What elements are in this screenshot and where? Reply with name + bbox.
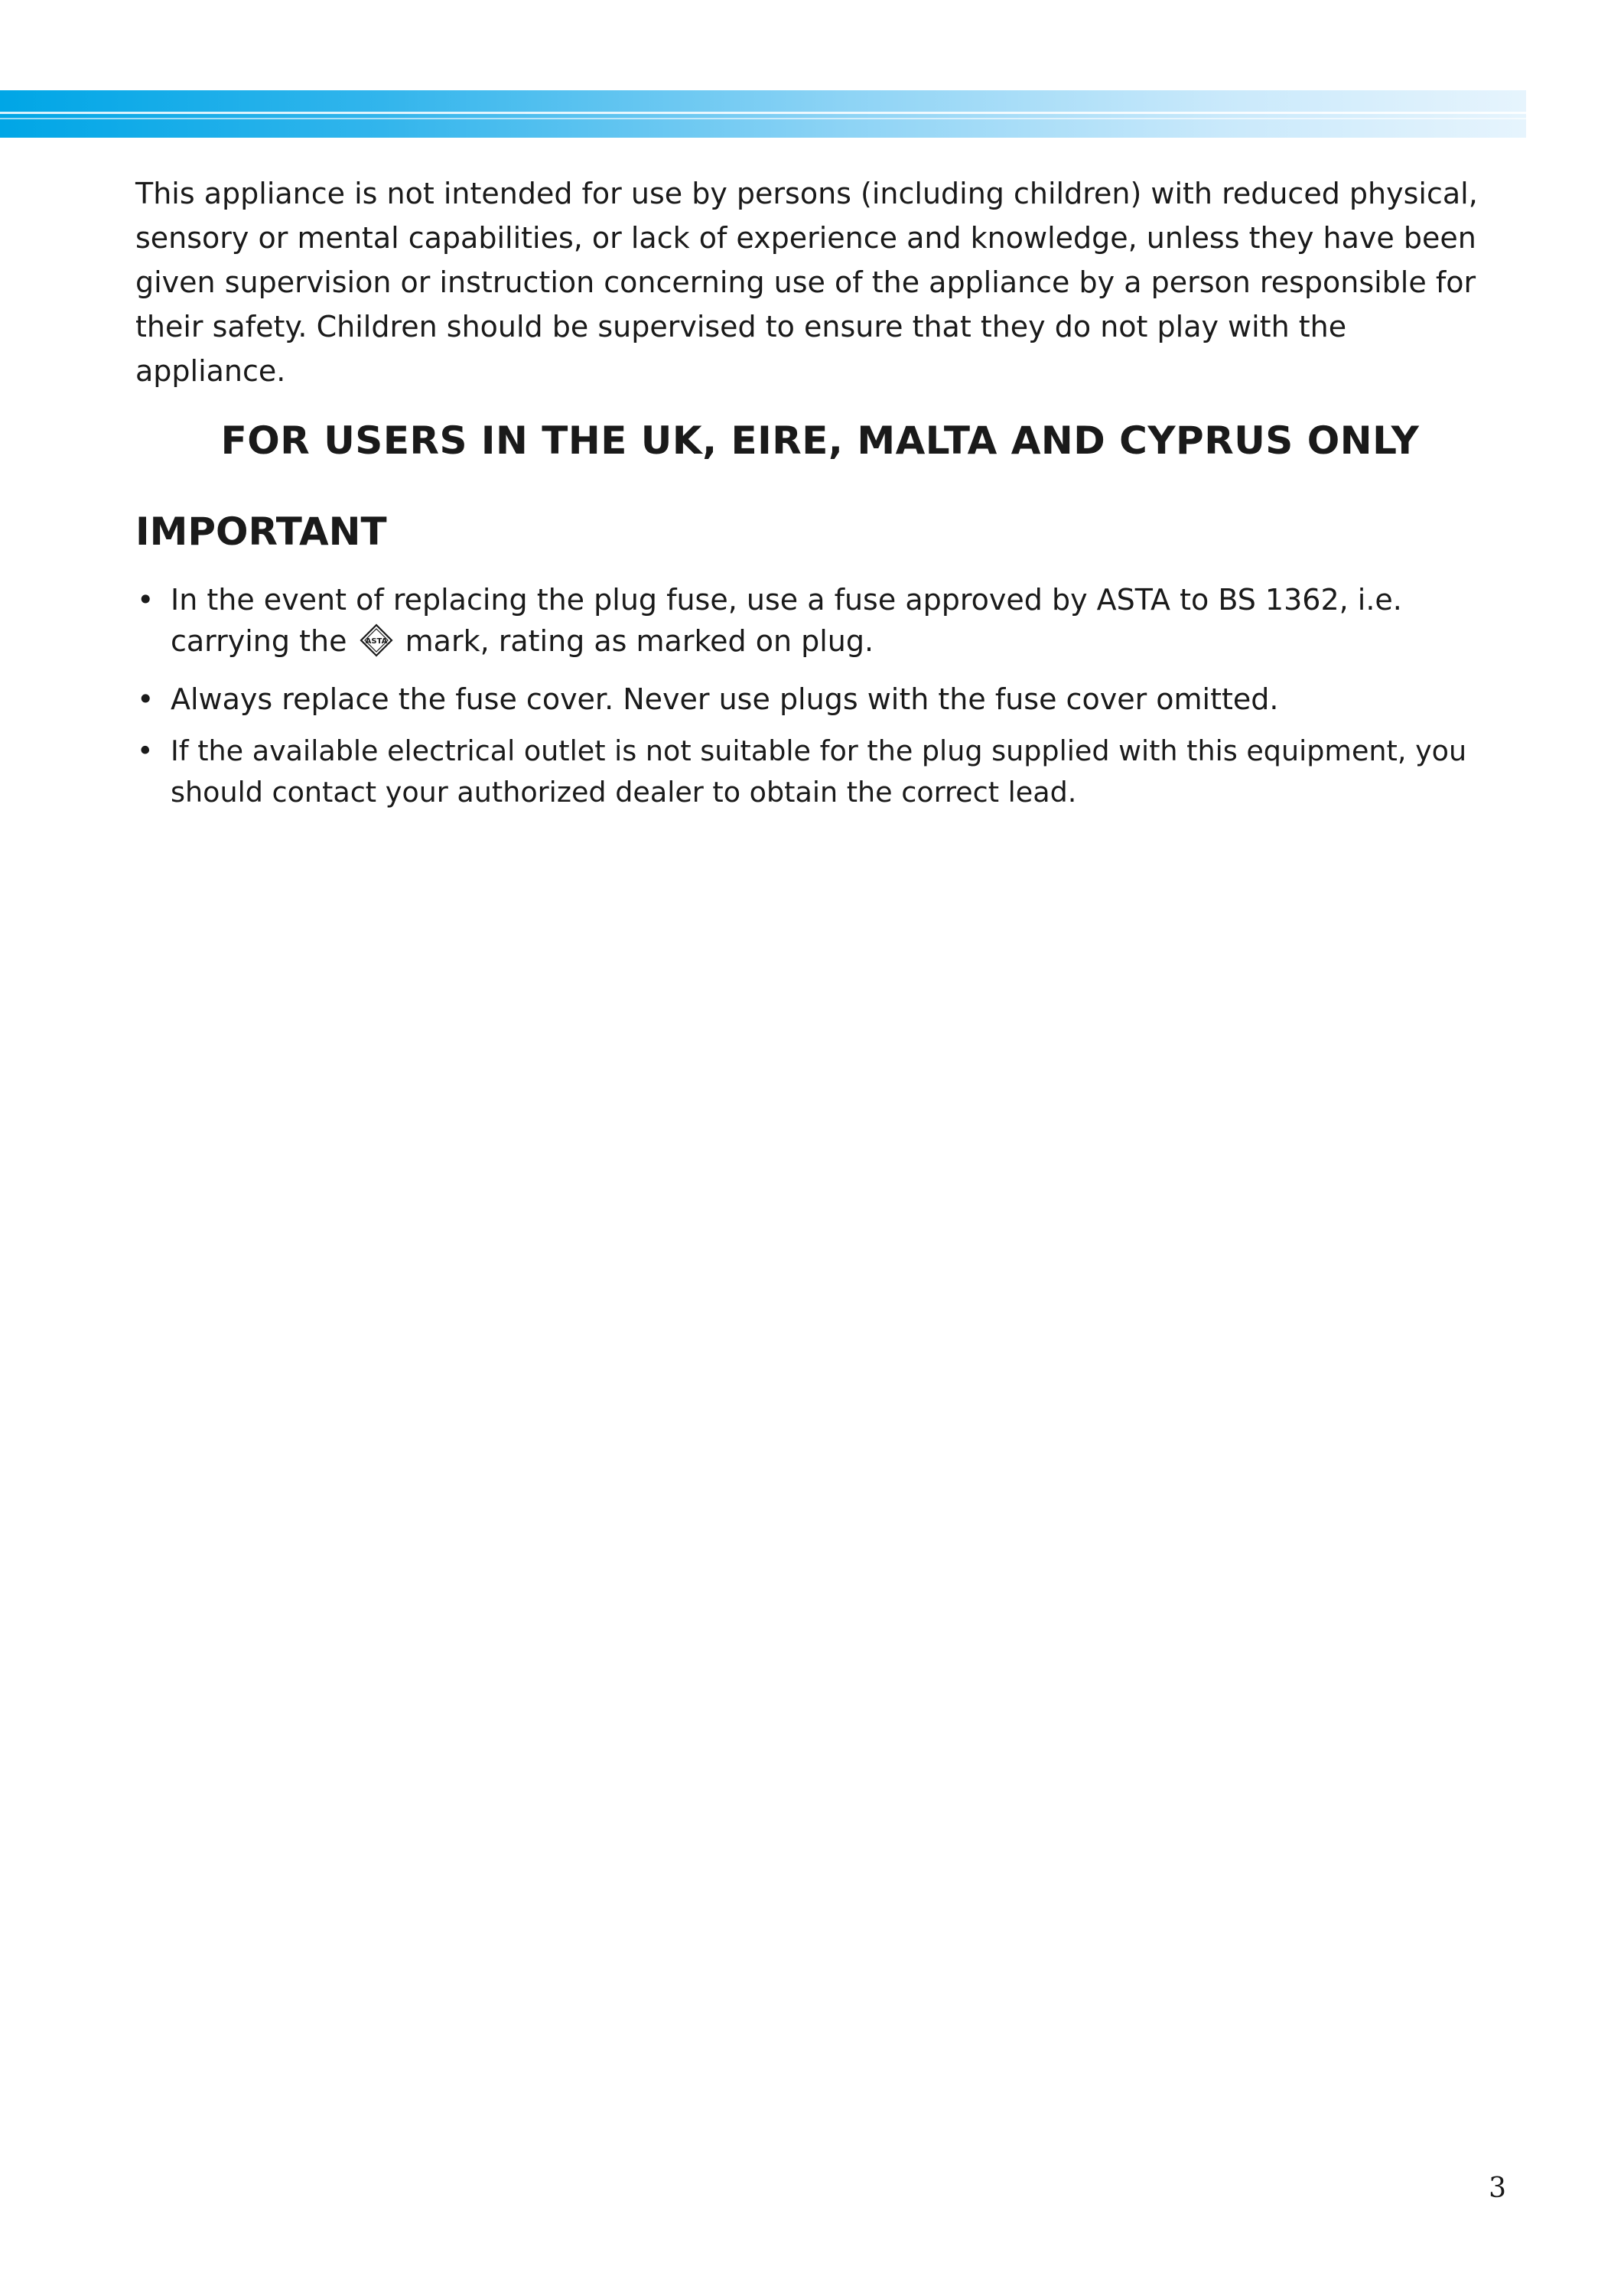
list-item-text: In the event of replacing the plug fuse, use a fuse approved by ASTA to BS 1362, i.e. carrying the (171, 583, 1402, 658)
list-item-text: Always replace the fuse cover. Never use plugs with the fuse cover omitted. (171, 682, 1279, 716)
header-band-line (0, 112, 1526, 114)
intro-paragraph: This appliance is not intended for use by persons (including children) with reduced physical, sensory or mental capabilities, or lack of experience and knowledge, unless they have been given supervision or instruction concerning use of the appliance by a person responsible for their safety. Children should be supervised to ensure that they do not play with the appliance. (135, 177, 1478, 388)
list-item (135, 731, 1505, 813)
header-band (0, 90, 1526, 138)
list-item-text: If the available electrical outlet is not suitable for the plug supplied with this equipment, you should contact your authorized dealer to obtain the correct lead. (171, 734, 1467, 809)
list-item (135, 579, 1505, 668)
bullet-icon: • (137, 734, 154, 767)
page-number: 3 (1489, 2173, 1506, 2204)
asta-mark-icon (360, 623, 393, 668)
section-title: FOR USERS IN THE UK, EIRE, MALTA AND CYPRUS ONLY (220, 418, 1420, 463)
bullet-icon: • (137, 682, 155, 716)
bullet-icon: • (137, 583, 155, 617)
header-band-line (0, 118, 1526, 119)
list-item (135, 679, 1505, 720)
asta-mark-text: ASTA (365, 637, 387, 646)
important-list (135, 579, 1505, 824)
list-item-text: mark, rating as marked on plug. (405, 624, 874, 658)
important-heading: IMPORTANT (135, 509, 387, 554)
